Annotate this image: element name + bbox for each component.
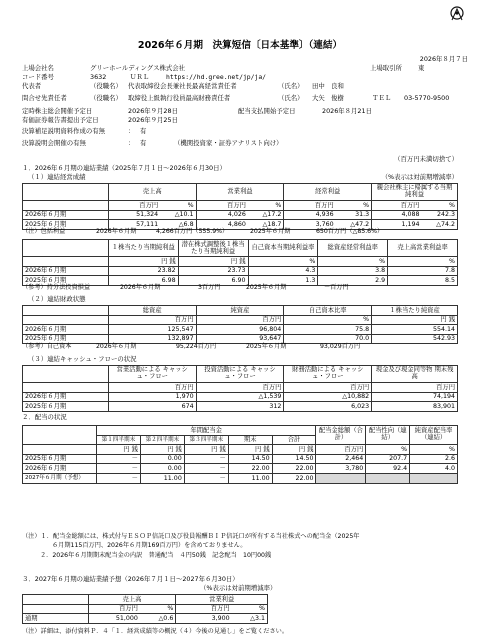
div-cell: 2,464 bbox=[316, 454, 366, 464]
meeting-note: （機関投資家・証券アナリスト向け） bbox=[174, 139, 283, 147]
results-cell: △18.7 bbox=[248, 220, 284, 230]
contact-name-label: （氏名） bbox=[278, 94, 304, 102]
ps-cell: 1.3 bbox=[248, 276, 318, 286]
self-capital-label: （参考）自己資本 bbox=[22, 343, 72, 350]
ps-corner bbox=[23, 240, 109, 257]
table-row bbox=[23, 210, 458, 220]
ps-cell: 4.3 bbox=[248, 266, 318, 276]
div-cell: 14.50 bbox=[228, 454, 272, 464]
meeting-label: 決算説明会開催の有無 bbox=[22, 139, 86, 147]
results-header-sales: 売上高 bbox=[108, 184, 196, 201]
results-cell: △17.2 bbox=[248, 210, 284, 220]
cash-flow-table bbox=[22, 365, 458, 412]
sec1-pct-note: （%表示は対前期増減率） bbox=[381, 173, 458, 181]
div-cell: － bbox=[96, 464, 140, 474]
results-header-oi: 営業利益 bbox=[196, 184, 284, 201]
results-unit-5: % bbox=[336, 201, 372, 211]
div-cell: 4.0 bbox=[410, 464, 458, 474]
sec1-sub2: （２）連結財政状態 bbox=[28, 295, 86, 303]
ps-header-roe: 自己資本当期純利益率 bbox=[248, 240, 318, 257]
fin-header-net-assets: 純資産 bbox=[196, 306, 284, 316]
fin-unit: 円 銭 bbox=[372, 315, 458, 325]
fin-corner bbox=[23, 306, 109, 316]
div-unit: 円 銭 bbox=[140, 445, 184, 455]
fc-cell: 3,900 bbox=[176, 614, 232, 624]
contact-label: 問合せ先責任者 bbox=[22, 94, 67, 102]
cf-cell: 74,194 bbox=[372, 392, 458, 402]
fin-cell: 93,647 bbox=[196, 334, 284, 344]
div-header-doe: 純資産配当率（連結） bbox=[410, 426, 458, 445]
results-cell: △10.1 bbox=[160, 210, 196, 220]
fin-cell: 125,547 bbox=[108, 325, 196, 335]
fc-unit: 百万円 bbox=[88, 604, 140, 614]
div-note1: （注）１．配当金総額には、株式付与ＥＳＯＰ信託口及び役員報酬ＢＩＰ信託口が所有する当社株式への配当金（2025年 bbox=[22, 533, 360, 540]
div-cell: 22.00 bbox=[272, 473, 316, 483]
cf-cell: 674 bbox=[108, 402, 196, 412]
company-name: グリーホールディングス株式会社 bbox=[90, 64, 186, 72]
div-cell: 14.50 bbox=[272, 454, 316, 464]
div-header-q3: 第３四半期末 bbox=[184, 435, 228, 445]
contact-title-label: （役職名） bbox=[90, 94, 122, 102]
report-date: 2026年８月７日 bbox=[419, 55, 468, 63]
cf-row-label: 2025年６月期 bbox=[23, 402, 109, 412]
div-unit: 円 銭 bbox=[184, 445, 228, 455]
equity-method-b: 3百万円 bbox=[198, 284, 221, 291]
results-row-label: 2025年６月期 bbox=[23, 220, 109, 230]
results-cell: 57,111 bbox=[108, 220, 160, 230]
results-header-ordinary: 経常利益 bbox=[284, 184, 372, 201]
ps-cell: 7.8 bbox=[388, 266, 458, 276]
fc-corner bbox=[23, 595, 89, 605]
results-cell: 4,936 bbox=[284, 210, 336, 220]
results-table bbox=[22, 183, 458, 230]
rounding-note: （百万円未満切捨て） bbox=[394, 155, 458, 163]
results-cell: △74.2 bbox=[421, 220, 457, 230]
table-row bbox=[23, 266, 458, 276]
fc-unit: % bbox=[140, 604, 176, 614]
fin-unit: 百万円 bbox=[108, 315, 196, 325]
tel-value: 03-5770-9500 bbox=[404, 94, 450, 102]
div-cell: 11.00 bbox=[140, 473, 184, 483]
ps-row-label: 2026年６月期 bbox=[23, 266, 109, 276]
self-capital-d: 93,029百万円 bbox=[320, 343, 361, 350]
fin-cell: 96,804 bbox=[196, 325, 284, 335]
results-unit-6: 百万円 bbox=[372, 201, 422, 211]
table-row bbox=[23, 454, 458, 464]
ps-cell: 6.98 bbox=[108, 276, 178, 286]
financial-position-table bbox=[22, 305, 458, 344]
div-cell: 207.7 bbox=[366, 454, 410, 464]
fin-unit-blank bbox=[23, 315, 109, 325]
ps-header-diluted: 潜在株式調整後１株当たり当期純利益 bbox=[178, 240, 248, 257]
div-row-label: 2025年６月期 bbox=[23, 454, 97, 464]
sec1-heading: １．2026年６月期の連結業績（2025年７月１日～2026年６月30日） bbox=[22, 164, 226, 172]
results-cell: 4,088 bbox=[372, 210, 422, 220]
div-cell: 0.00 bbox=[140, 454, 184, 464]
rep-name-label: （氏名） bbox=[278, 82, 304, 90]
rep-name: 田中 良和 bbox=[312, 82, 344, 90]
div-unit: % bbox=[410, 445, 458, 455]
div-unit: 百万円 bbox=[316, 445, 366, 455]
results-cell: 51,324 bbox=[108, 210, 160, 220]
results-row-label: 2026年６月期 bbox=[23, 210, 109, 220]
ps-unit: % bbox=[388, 257, 458, 267]
div-header-year-end: 期末 bbox=[228, 435, 272, 445]
fc-header-oi: 営業利益 bbox=[176, 595, 268, 605]
comp-income-label: （注）包括利益 bbox=[22, 228, 66, 235]
table-row bbox=[23, 464, 458, 474]
table-row bbox=[23, 392, 458, 402]
div-cell: 92.4 bbox=[366, 464, 410, 474]
equity-method-d: －百万円 bbox=[324, 284, 349, 291]
cf-cell: △1,539 bbox=[196, 392, 284, 402]
div-cell: － bbox=[184, 464, 228, 474]
fin-cell: 132,897 bbox=[108, 334, 196, 344]
results-cell: 4,026 bbox=[196, 210, 248, 220]
sec3-pct-note: （%表示は対前期増減率） bbox=[200, 584, 277, 592]
ps-row-label: 2025年６月期 bbox=[23, 276, 109, 286]
fc-unit: % bbox=[232, 604, 268, 614]
self-capital-a: 2026年６月期 bbox=[96, 343, 137, 350]
sec2-heading: ２．配当の状況 bbox=[22, 413, 67, 421]
ps-unit: 円 銭 bbox=[108, 257, 178, 267]
div-cell-shaded bbox=[410, 473, 458, 483]
fc-cell: 51,000 bbox=[88, 614, 140, 624]
cf-unit-blank bbox=[23, 383, 109, 393]
table-row bbox=[23, 325, 458, 335]
ps-unit: % bbox=[248, 257, 318, 267]
ps-unit-blank bbox=[23, 257, 109, 267]
ps-cell: 6.90 bbox=[178, 276, 248, 286]
ps-cell: 23.82 bbox=[108, 266, 178, 276]
self-capital-b: 95,224百万円 bbox=[176, 343, 217, 350]
fin-header-equity-ratio: 自己資本比率 bbox=[284, 306, 372, 316]
supp-label: 決算補足説明資料作成の有無 bbox=[22, 127, 106, 135]
results-cell: 31.3 bbox=[336, 210, 372, 220]
div-cell: 3,780 bbox=[316, 464, 366, 474]
cf-row-label: 2026年６月期 bbox=[23, 392, 109, 402]
ps-cell: 2.9 bbox=[318, 276, 388, 286]
results-unit-2: 百万円 bbox=[196, 201, 248, 211]
forecast-table bbox=[22, 594, 268, 624]
ps-header-margin: 売上高営業利益率 bbox=[388, 240, 458, 257]
ps-cell: 3.8 bbox=[318, 266, 388, 276]
table-row bbox=[23, 402, 458, 412]
table-row bbox=[23, 220, 458, 230]
div-header-q2: 第２四半期末 bbox=[140, 435, 184, 445]
results-unit-3: % bbox=[248, 201, 284, 211]
results-unit-0: 百万円 bbox=[108, 201, 160, 211]
ps-unit: % bbox=[318, 257, 388, 267]
url-value[interactable]: https://hd.gree.net/jp/ja/ bbox=[166, 73, 267, 81]
div-cell: － bbox=[184, 473, 228, 483]
rep-title: 代表取締役会長兼社長最高経営責任者 bbox=[128, 82, 237, 90]
div-header-total: 合計 bbox=[272, 435, 316, 445]
code-value: 3632 bbox=[90, 73, 107, 81]
results-cell: △47.2 bbox=[336, 220, 372, 230]
cf-header-investing: 投資活動による キャッシュ・フロー bbox=[196, 366, 284, 383]
comp-income-c: 2025年６月期 bbox=[250, 228, 291, 235]
cf-header-financing: 財務活動による キャッシュ・フロー bbox=[284, 366, 372, 383]
fin-header-assets: 総資産 bbox=[108, 306, 196, 316]
sec3-heading: ３．2027年６月期の連結業績予想（2026年７月１日～2027年６月30日） bbox=[22, 575, 239, 583]
div-pay-label: 配当支払開始予定日 bbox=[238, 107, 296, 115]
fin-cell: 542.93 bbox=[372, 334, 458, 344]
fc-unit-blank bbox=[23, 604, 89, 614]
div-note1b: ６月期115百万円、2026年６月期169百万円）を含めておりません。 bbox=[52, 542, 247, 549]
report-label: 有価証券報告書提出予定日 bbox=[22, 116, 99, 124]
results-cell: 1,194 bbox=[372, 220, 422, 230]
fin-cell: 75.8 bbox=[284, 325, 372, 335]
results-cell: △6.8 bbox=[160, 220, 196, 230]
supp-colon: ： bbox=[128, 127, 135, 135]
code-label: コード番号 bbox=[22, 73, 54, 81]
results-unit-1: % bbox=[160, 201, 196, 211]
cf-unit: 百万円 bbox=[196, 383, 284, 393]
div-cell-shaded bbox=[316, 473, 366, 483]
div-header-q1: 第１四半期末 bbox=[96, 435, 140, 445]
fin-unit: 百万円 bbox=[196, 315, 284, 325]
listing-value: 東 bbox=[418, 64, 425, 72]
cf-cell: △10,882 bbox=[284, 392, 372, 402]
comp-income-d: 650百万円（△85.6%） bbox=[316, 228, 384, 235]
cf-header-operating: 営業活動による キャッシュ・フロー bbox=[108, 366, 196, 383]
gree-logo bbox=[446, 4, 468, 26]
results-header-net: 親会社株主に帰属する当期純利益 bbox=[372, 184, 458, 201]
cf-corner bbox=[23, 366, 109, 383]
equity-method-c: 2025年６月期 bbox=[246, 284, 287, 291]
table-row bbox=[23, 473, 458, 483]
sec1-sub1: （１）連結経営成績 bbox=[28, 173, 86, 181]
fc-row-label: 通期 bbox=[23, 614, 89, 624]
cf-unit: 百万円 bbox=[284, 383, 372, 393]
meeting-colon: ： bbox=[128, 139, 135, 147]
div-cell: 2.6 bbox=[410, 454, 458, 464]
dividend-table bbox=[22, 425, 458, 484]
div-header-payout: 配当性向（連結） bbox=[366, 426, 410, 445]
cf-cell: 83,901 bbox=[372, 402, 458, 412]
table-row bbox=[23, 334, 458, 344]
div-unit: 円 銭 bbox=[228, 445, 272, 455]
div-cell: 0.00 bbox=[140, 464, 184, 474]
div-cell: 22.00 bbox=[272, 464, 316, 474]
results-cell: 3,760 bbox=[284, 220, 336, 230]
fin-row-label: 2026年６月期 bbox=[23, 325, 109, 335]
supp-value: 有 bbox=[140, 127, 147, 135]
fin-header-bps: １株当たり純資産 bbox=[372, 306, 458, 316]
url-label: ＵＲＬ bbox=[130, 73, 150, 81]
forecast-note: （注）詳細は、添付資料Ｐ．４「１．経営成績等の概況（４）今後の見通し」をご覧ください。 bbox=[22, 628, 289, 635]
div-corner bbox=[23, 426, 97, 445]
ps-cell: 23.73 bbox=[178, 266, 248, 276]
document-title: 2026年６月期 決算短信〔日本基準〕（連結） bbox=[137, 40, 343, 51]
rep-label: 代表者 bbox=[22, 82, 42, 90]
div-header-total-amount: 配当金総額（合計） bbox=[316, 426, 366, 445]
ps-header-eps: １株当たり当期純利益 bbox=[108, 240, 178, 257]
results-unit-4: 百万円 bbox=[284, 201, 336, 211]
results-cell: 4,860 bbox=[196, 220, 248, 230]
results-unit-blank bbox=[23, 201, 109, 211]
div-cell: － bbox=[96, 454, 140, 464]
tel-label: ＴＥＬ bbox=[372, 94, 392, 102]
table-row bbox=[23, 614, 268, 624]
agm-date: 2026年９月28日 bbox=[128, 107, 178, 115]
agm-label: 定時株主総会開催予定日 bbox=[22, 107, 93, 115]
div-cell: 11.00 bbox=[228, 473, 272, 483]
fc-unit: 百万円 bbox=[176, 604, 232, 614]
ps-unit: 円 銭 bbox=[178, 257, 248, 267]
div-unit: % bbox=[366, 445, 410, 455]
div-cell: 22.00 bbox=[228, 464, 272, 474]
company-name-label: 上場会社名 bbox=[22, 64, 54, 72]
cf-unit: 百万円 bbox=[372, 383, 458, 393]
div-unit: 円 銭 bbox=[272, 445, 316, 455]
results-corner bbox=[23, 184, 109, 201]
cf-unit: 百万円 bbox=[108, 383, 196, 393]
contact-title: 取締役上級執行役員最高財務責任者 bbox=[128, 94, 231, 102]
cf-cell: 312 bbox=[196, 402, 284, 412]
div-annual-label: 年間配当金 bbox=[96, 426, 316, 436]
div-cell-shaded bbox=[366, 473, 410, 483]
fin-cell: 554.14 bbox=[372, 325, 458, 335]
div-unit-blank bbox=[23, 445, 97, 455]
equity-method-label: （参考）持分法投資損益 bbox=[22, 284, 91, 291]
div-pay-date: 2026年８月21日 bbox=[322, 107, 372, 115]
listing-label: 上場取引所 bbox=[370, 64, 402, 72]
sec1-sub3: （３）連結キャッシュ・フローの状況 bbox=[28, 355, 137, 363]
per-share-table bbox=[22, 239, 458, 286]
cf-cell: 6,023 bbox=[284, 402, 372, 412]
equity-method-a: 2026年６月期 bbox=[120, 284, 161, 291]
fc-cell: △3.1 bbox=[232, 614, 268, 624]
div-cell: － bbox=[96, 473, 140, 483]
results-unit-7: % bbox=[421, 201, 457, 211]
fin-row-label: 2025年６月期 bbox=[23, 334, 109, 344]
fin-unit: % bbox=[284, 315, 372, 325]
rep-title-label: （役職名） bbox=[90, 82, 122, 90]
div-unit: 円 銭 bbox=[96, 445, 140, 455]
div-row-label: 2026年６月期 bbox=[23, 464, 97, 474]
fc-cell: △0.6 bbox=[140, 614, 176, 624]
self-capital-c: 2025年６月期 bbox=[246, 343, 287, 350]
ps-cell: 8.5 bbox=[388, 276, 458, 286]
cf-cell: 1,970 bbox=[108, 392, 196, 402]
div-row-label: 2027年６月期（予想） bbox=[23, 473, 97, 483]
report-date-value: 2026年９月25日 bbox=[128, 116, 178, 124]
cf-header-cash: 現金及び現金同等物 期末残高 bbox=[372, 366, 458, 383]
results-cell: 242.3 bbox=[421, 210, 457, 220]
meeting-value: 有 bbox=[140, 139, 147, 147]
fc-header-sales: 売上高 bbox=[88, 595, 176, 605]
ps-header-roa: 総資産経常利益率 bbox=[318, 240, 388, 257]
comp-income-b: 4,266百万円（555.9%） bbox=[156, 228, 229, 235]
fin-cell: 70.0 bbox=[284, 334, 372, 344]
comp-income-a: 2026年６月期 bbox=[96, 228, 137, 235]
div-note2: ２．2026年６月期期末配当金の内訳 普通配当 ４円50銭 記念配当 10円00銭 bbox=[40, 552, 272, 559]
div-cell: － bbox=[184, 454, 228, 464]
contact-name: 大矢 俊樹 bbox=[312, 94, 344, 102]
